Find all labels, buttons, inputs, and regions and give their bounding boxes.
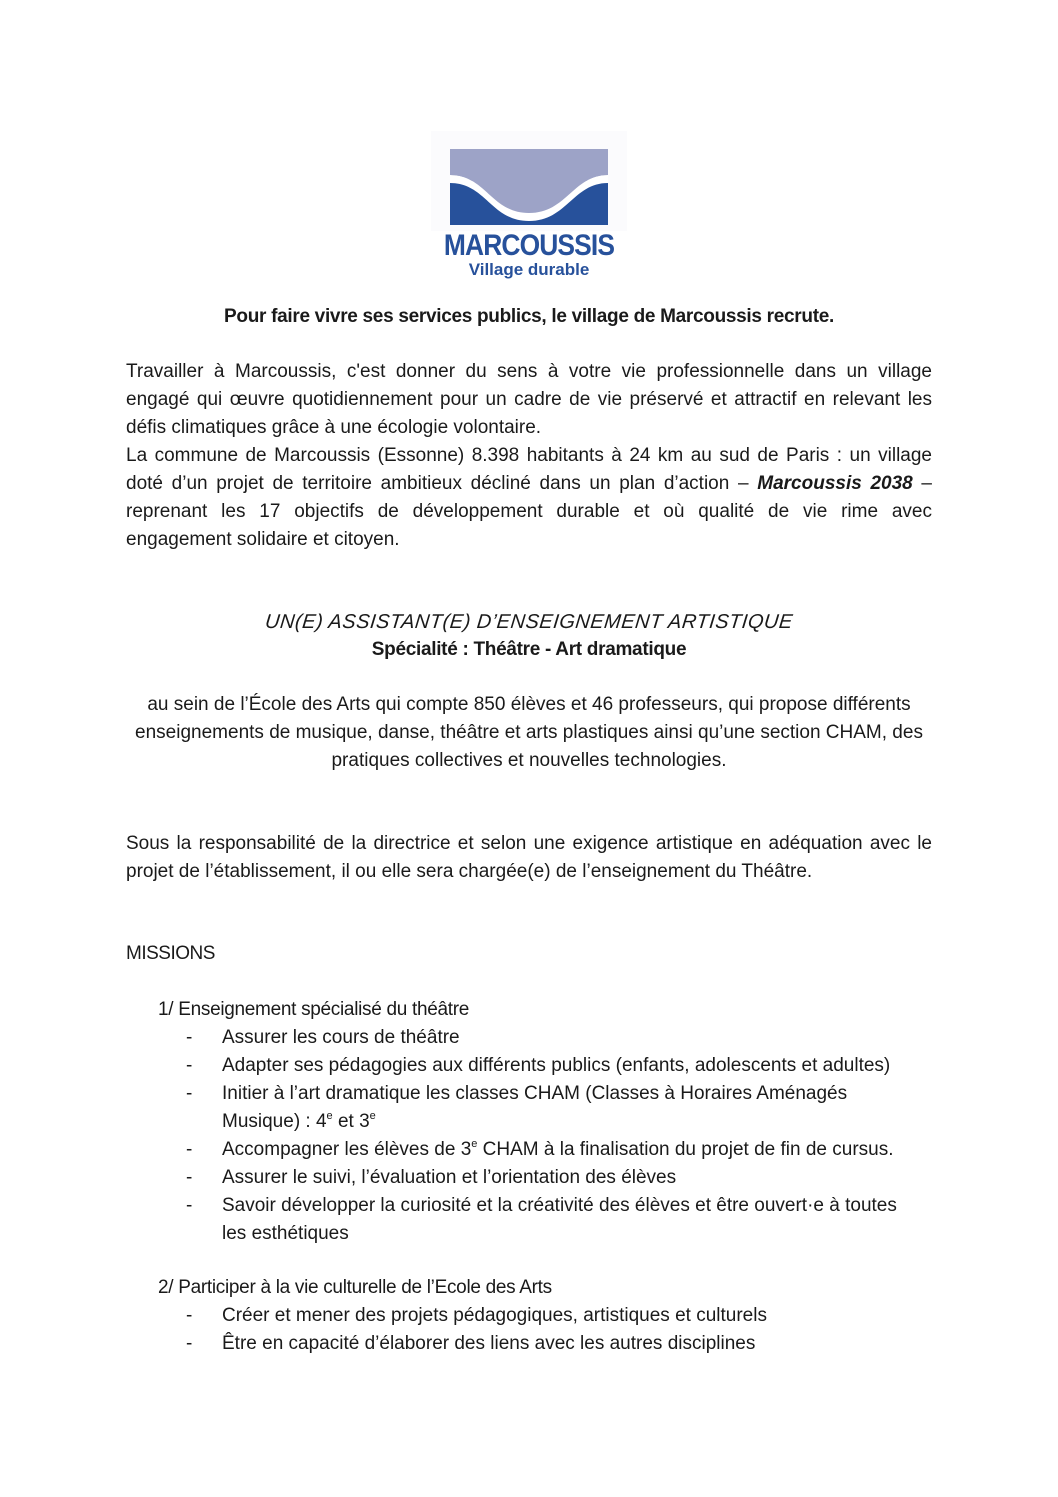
context-line: au sein de l’École des Arts qui compte 850 élèves et 46 professeurs, qui propose différents	[147, 694, 911, 715]
context-line: pratiques collectives et nouvelles technologies.	[331, 750, 727, 771]
responsibility-line: Sous la responsabilité de la directrice et selon une exigence artistique en adéquation avec le	[126, 833, 932, 854]
section-2-list	[186, 1302, 926, 1358]
responsibility-line: projet de l’établissement, il ou elle sera chargée(e) de l’enseignement du Théâtre.	[126, 861, 813, 882]
intro-p2-line: La commune de Marcoussis (Essonne) 8.398 habitants à 24 km au sud de Paris : un village	[126, 445, 932, 466]
school-context	[110, 691, 948, 775]
dash-bullet: -	[186, 1195, 193, 1216]
intro-paragraph-2	[126, 442, 932, 554]
list-item-text: Assurer le suivi, l’évaluation et l’orientation des élèves	[222, 1167, 677, 1188]
list-item-text-part: et 3	[332, 1111, 370, 1132]
list-item-text: Initier à l’art dramatique les classes CHAM (Classes à Horaires Aménagés	[222, 1083, 848, 1104]
responsibility-paragraph	[126, 830, 932, 886]
list-item-text: Créer et mener des projets pédagogiques, artistiques et culturels	[222, 1305, 767, 1326]
list-item-text-part: Musique) : 4	[222, 1111, 327, 1132]
intro-p1-line: défis climatiques grâce à une écologie volontaire.	[126, 417, 542, 438]
list-item	[186, 1024, 926, 1052]
list-item	[186, 1302, 926, 1330]
dash-bullet: -	[186, 1055, 193, 1076]
list-item-text: les esthétiques	[222, 1223, 349, 1244]
job-title: UN(E) ASSISTANT(E) D’ENSEIGNEMENT ARTISTIQUE	[264, 611, 794, 633]
list-item-text	[222, 1108, 926, 1136]
intro-p1-line: engagé qui œuvre quotidiennement pour un cadre de vie préservé et attractif en relevant les	[126, 389, 932, 410]
context-line: enseignements de musique, danse, théâtre et arts plastiques ainsi qu’une section CHAM, des	[135, 722, 923, 743]
intro-p2-line: reprenant les 17 objectifs de développement durable et où qualité de vie rime avec	[126, 501, 932, 522]
list-item-text-part: CHAM à la finalisation du projet de fin de cursus.	[477, 1139, 894, 1160]
dash-bullet: -	[186, 1305, 193, 1326]
section-1-title: 1/ Enseignement spécialisé du théâtre	[158, 999, 470, 1020]
list-item-text-part: Accompagner les élèves de 3	[222, 1139, 472, 1160]
list-item-text: Savoir développer la curiosité et la créativité des élèves et être ouvert·e à toutes	[222, 1195, 897, 1216]
intro-p2-text: –	[912, 473, 932, 494]
list-item	[186, 1330, 926, 1358]
dash-bullet: -	[186, 1167, 193, 1188]
ordinal-suffix: e	[326, 1110, 333, 1122]
intro-p2-text: doté d’un projet de territoire ambitieux décliné dans un plan d’action –	[126, 473, 758, 494]
intro-title: Pour faire vivre ses services publics, le village de Marcoussis recrute.	[224, 306, 834, 327]
logo-name: MARCOUSSIS	[443, 229, 615, 262]
plan-name: Marcoussis 2038	[757, 473, 913, 494]
dash-bullet: -	[186, 1139, 193, 1160]
list-item-text: Être en capacité d’élaborer des liens avec les autres disciplines	[222, 1333, 756, 1354]
list-item-text: Adapter ses pédagogies aux différents publics (enfants, adolescents et adultes)	[222, 1055, 891, 1076]
list-item	[186, 1052, 926, 1080]
section-1-list	[186, 1024, 926, 1248]
list-item	[186, 1136, 926, 1164]
ordinal-suffix: e	[369, 1110, 376, 1122]
dash-bullet: -	[186, 1083, 193, 1104]
missions-heading: MISSIONS	[126, 943, 215, 964]
section-2-title: 2/ Participer à la vie culturelle de l’Ecole des Arts	[158, 1277, 552, 1298]
list-item-text: Assurer les cours de théâtre	[222, 1027, 460, 1048]
logo-tagline: Village durable	[468, 260, 590, 279]
job-specialty: Spécialité : Théâtre - Art dramatique	[371, 639, 687, 660]
ordinal-suffix: e	[471, 1138, 478, 1150]
list-item	[186, 1080, 926, 1136]
intro-p2-line	[126, 470, 932, 498]
dash-bullet: -	[186, 1027, 193, 1048]
wave-emblem-icon	[431, 131, 627, 231]
dash-bullet: -	[186, 1333, 193, 1354]
marcoussis-logo	[431, 131, 627, 289]
list-item	[186, 1192, 926, 1248]
list-item	[186, 1164, 926, 1192]
intro-p2-line: engagement solidaire et citoyen.	[126, 529, 400, 550]
intro-p1-line: Travailler à Marcoussis, c'est donner du sens à votre vie professionnelle dans un village	[126, 361, 932, 382]
intro-paragraph-1	[126, 358, 932, 442]
